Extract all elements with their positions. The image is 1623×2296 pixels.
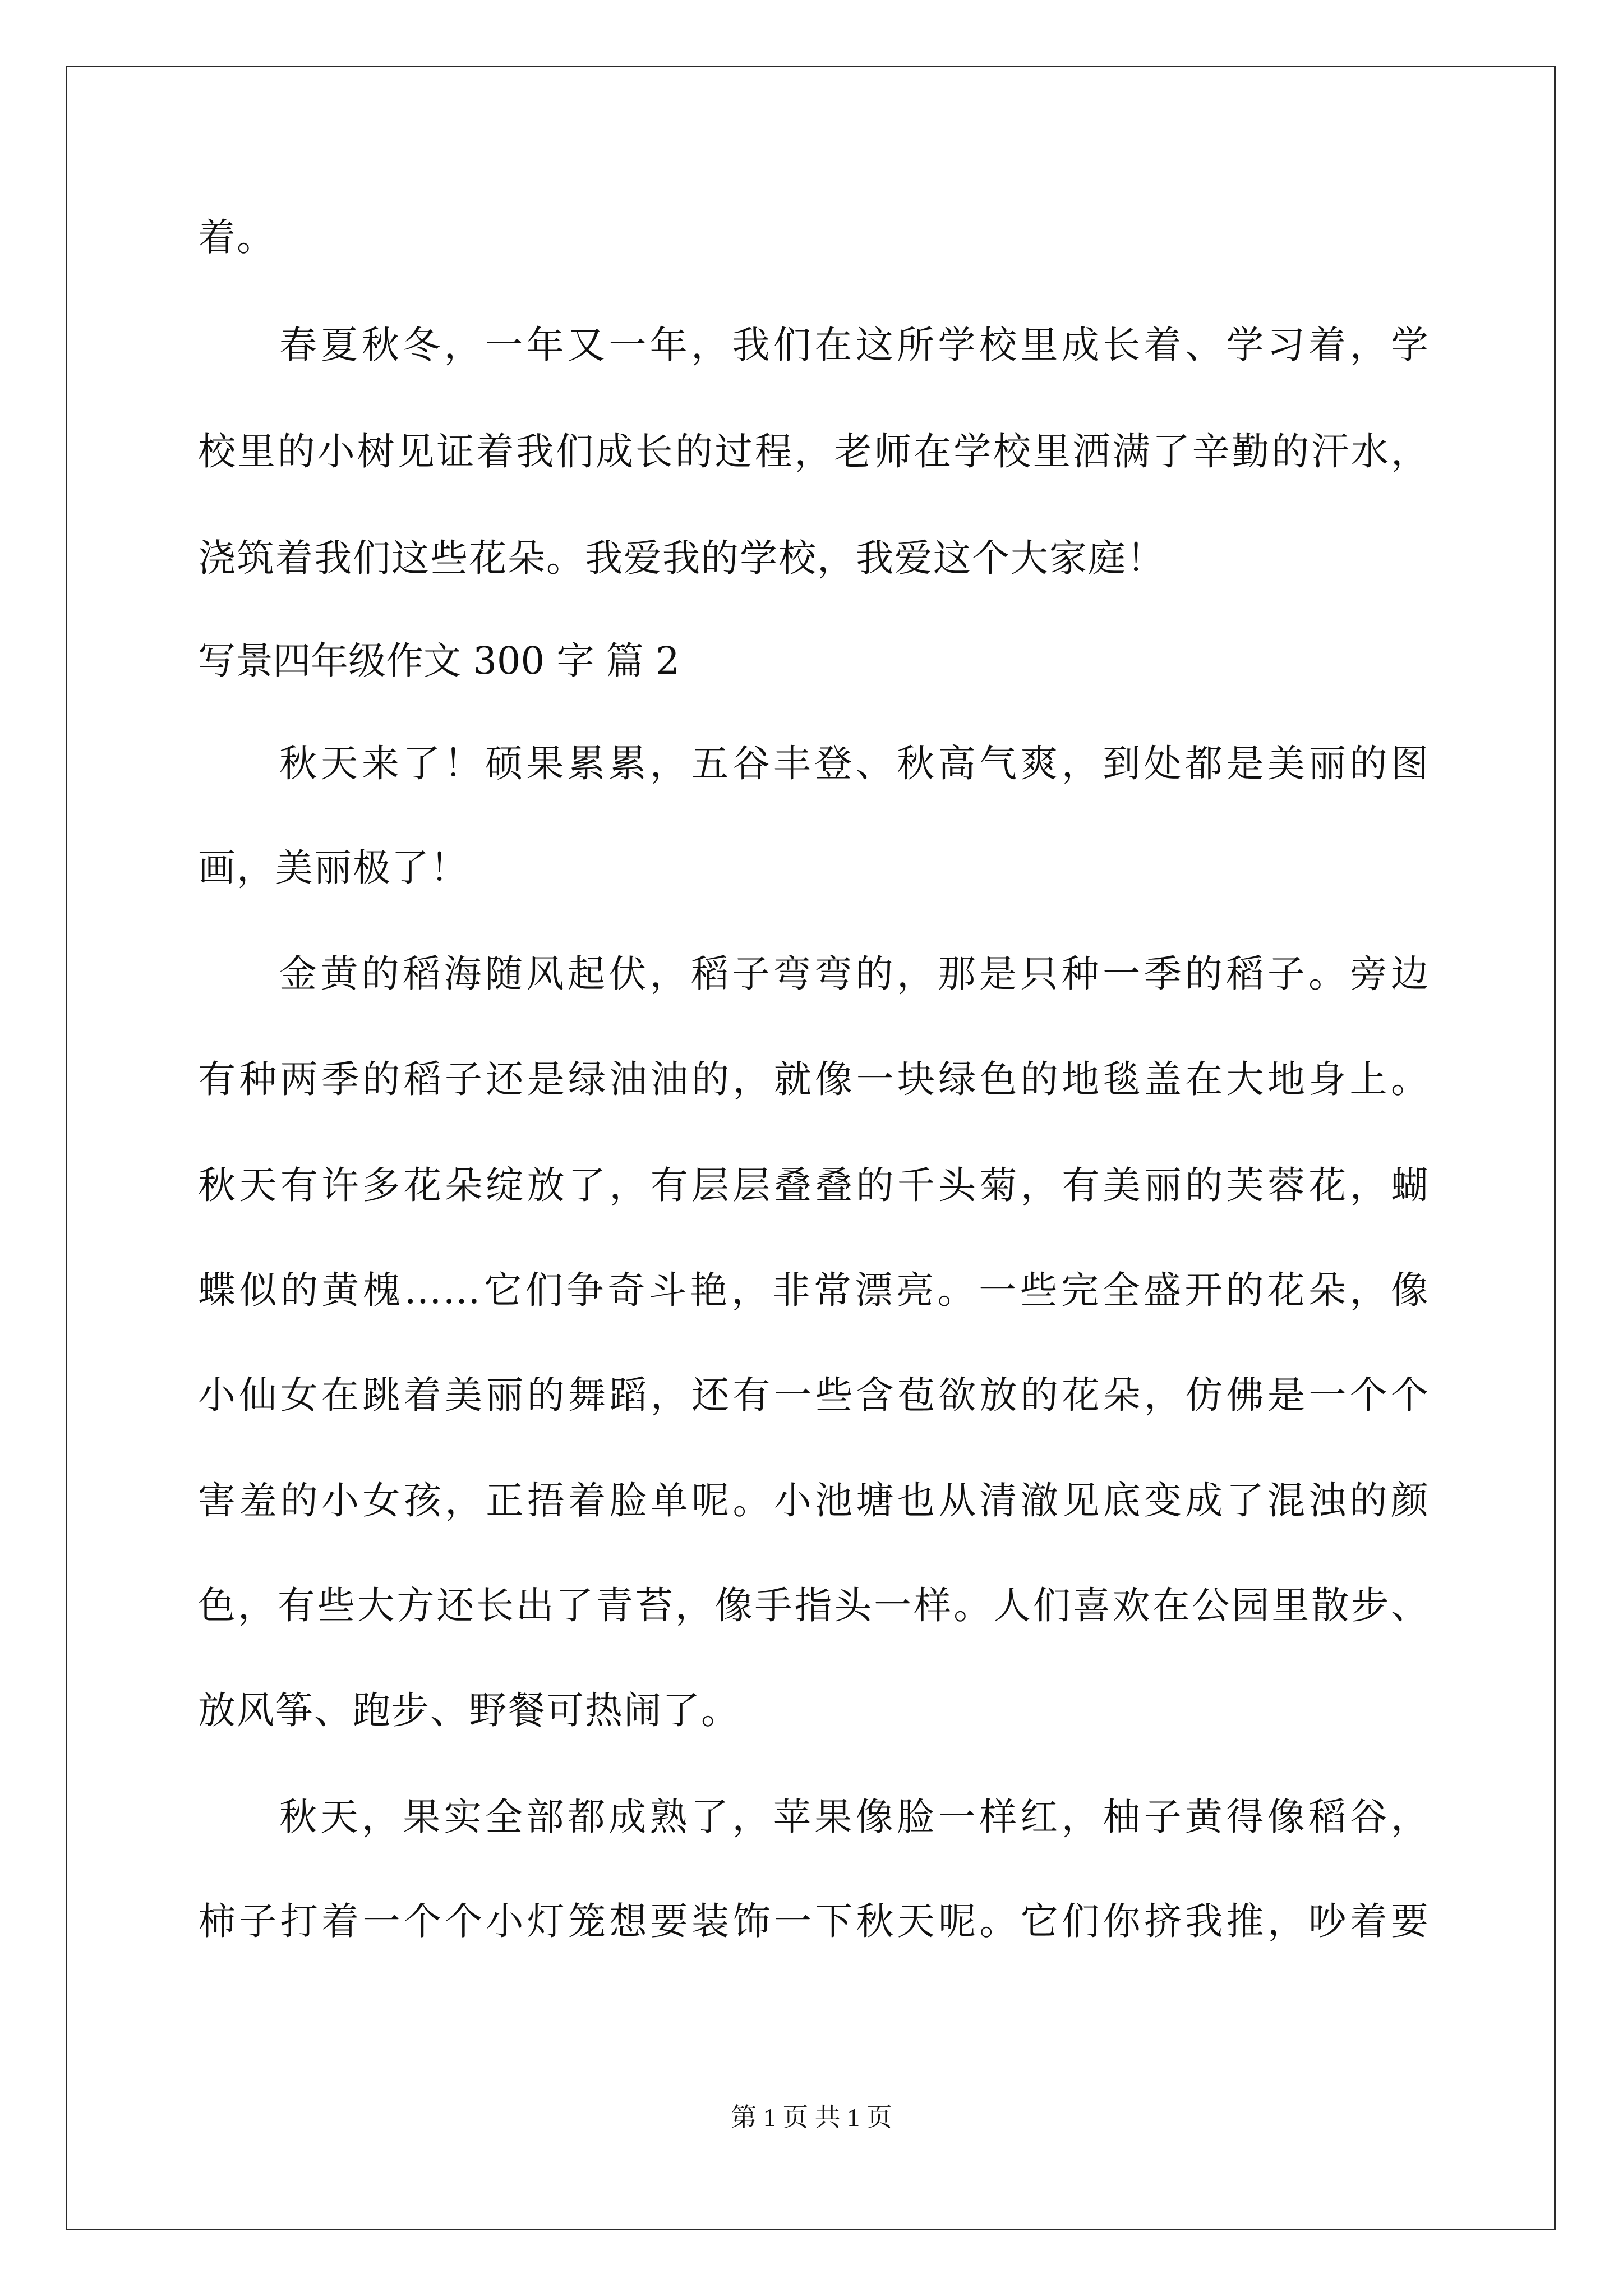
paragraph-line: 秋天，果实全部都成熟了，苹果像脸一样红，柚子黄得像稻谷， [279,1795,1430,1839]
paragraph-line: 放风筝、跑步、野餐可热闹了。 [198,1688,740,1732]
page-number-footer: 第 1 页 共 1 页 [731,2103,892,2132]
paragraph-continuation-line: 着。 [198,215,275,259]
paragraph-line: 春夏秋冬，一年又一年，我们在这所学校里成长着、学习着，学 [279,323,1430,367]
paragraph-line: 有种两季的稻子还是绿油油的，就像一块绿色的地毯盖在大地身上。 [198,1057,1430,1101]
paragraph-line: 浇筑着我们这些花朵。我爱我的学校，我爱这个大家庭！ [198,536,1165,580]
paragraph-line: 蝶似的黄槐……它们争奇斗艳，非常漂亮。一些完全盛开的花朵，像 [198,1268,1430,1312]
paragraph-line: 校里的小树见证着我们成长的过程，老师在学校里洒满了辛勤的汗水， [198,430,1430,473]
paragraph-line: 画，美丽极了！ [198,846,469,890]
paragraph-line: 色，有些大方还长出了青苔，像手指头一样。人们喜欢在公园里散步、 [198,1584,1430,1627]
paragraph-line: 小仙女在跳着美丽的舞蹈，还有一些含苞欲放的花朵，仿佛是一个个 [198,1373,1430,1417]
paragraph-line: 秋天有许多花朵绽放了，有层层叠叠的千头菊，有美丽的芙蓉花，蝴 [198,1163,1430,1207]
section-heading: 写景四年级作文 300 字 篇 2 [198,639,680,683]
paragraph-line: 秋天来了！硕果累累，五谷丰登、秋高气爽，到处都是美丽的图 [279,742,1430,785]
paragraph-line: 金黄的稻海随风起伏，稻子弯弯的，那是只种一季的稻子。旁边 [279,952,1430,996]
paragraph-line: 柿子打着一个个小灯笼想要装饰一下秋天呢。它们你挤我推，吵着要 [198,1899,1430,1943]
paragraph-line: 害羞的小女孩，正捂着脸单呢。小池塘也从清澈见底变成了混浊的颜 [198,1479,1430,1522]
